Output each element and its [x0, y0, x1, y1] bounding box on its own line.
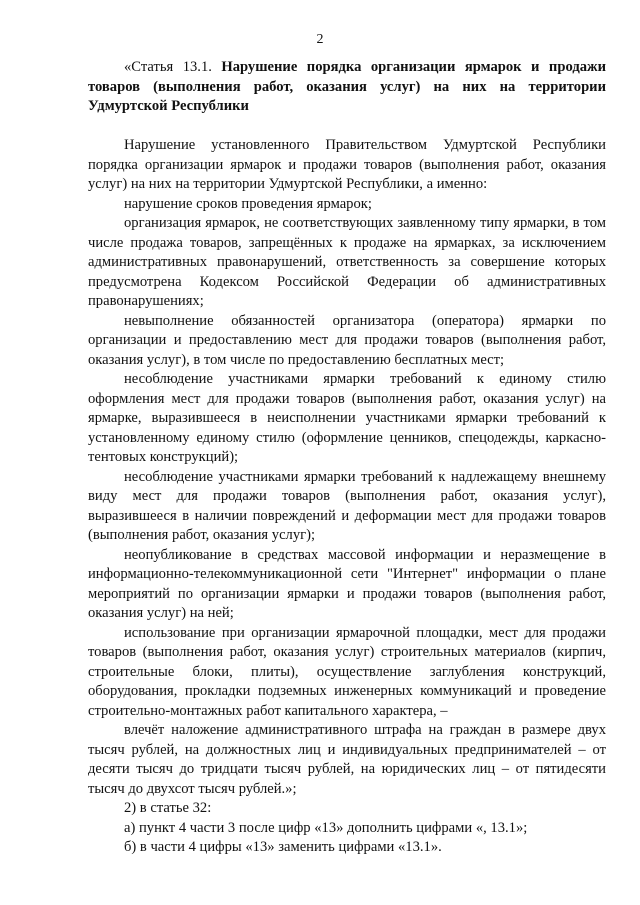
paragraph: Нарушение установленного Правительством Удмуртской Республики порядка организации ярмарок и продажи товаров (выполнения работ, оказания услуг) на них на территории Удмуртской Республики, а именно: — [88, 137, 606, 192]
paragraph: нарушение сроков проведения ярмарок; — [124, 195, 372, 212]
paragraph: несоблюдение участниками ярмарки требований к надлежащему внешнему виду мест для продажи товаров (выполнения работ, оказания услуг), выразившееся в наличии повреждений и деформации мест для продажи товаров (выполнения работ, оказания услуг); — [88, 468, 606, 543]
article-body — [88, 136, 606, 858]
paragraph: несоблюдение участниками ярмарки требований к единому стилю оформления мест для продажи товаров (выполнения работ, оказания услуг) на ярмарке, выразившееся в неисполнении участниками ярмарки требований к установленному единому стилю (оформление ценников, спецодежды, каркасно-тентовых конструкций); — [88, 371, 606, 465]
penalty-paragraph: влечёт наложение административного штрафа на граждан в размере двух тысяч рублей, на должностных лиц и индивидуальных предпринимателей – от десяти тысяч до тридцати тысяч рублей, на юридических лиц – от пятидесяти тысяч до двухсот тысяч рублей.»; — [88, 722, 606, 797]
page-number: 2 — [316, 32, 324, 47]
amendment-item: 2) в статье 32: — [124, 800, 212, 816]
amendment-item: б) в части 4 цифры «13» заменить цифрами «13.1». — [124, 839, 442, 855]
paragraph: неопубликование в средствах массовой информации и неразмещение в информационно-телекоммуникационной сети "Интернет" информации о плане мероприятий по организации ярмарки и продажи товаров (выполнения работ, оказания услуг) на ней; — [88, 546, 606, 621]
article-number: «Статья 13.1. — [124, 59, 222, 75]
paragraph: организация ярмарок, не соответствующих заявленному типу ярмарки, в том числе продажа товаров, запрещённых к продаже на ярмарках, за исключением административных правонарушений, ответственность за совершение которых предусмотрена Кодексом Российской Федерации об административных правонарушениях; — [88, 215, 606, 309]
paragraph: невыполнение обязанностей организатора (оператора) ярмарки по организации и предоставлению мест для продажи товаров (выполнения работ, оказания услуг), в том числе по предоставлению бесплатных мест; — [88, 312, 606, 368]
article-title: Нарушение порядка организации ярмарок и продажи товаров (выполнения работ, оказания услуг) на них на территории Удмуртской Республики — [88, 59, 606, 114]
paragraph: использование при организации ярмарочной площадки, мест для продажи товаров (выполнения работ, оказания услуг) строительных материалов (кирпич, строительные блоки, плиты), осуществление заглубления конструкций, оборудования, прокладки подземных инженерных коммуникаций и проведение строительно-монтажных работ капитального характера, – — [88, 624, 606, 719]
article-heading — [88, 58, 606, 117]
amendment-item: а) пункт 4 части 3 после цифр «13» дополнить цифрами «, 13.1»; — [124, 819, 528, 836]
